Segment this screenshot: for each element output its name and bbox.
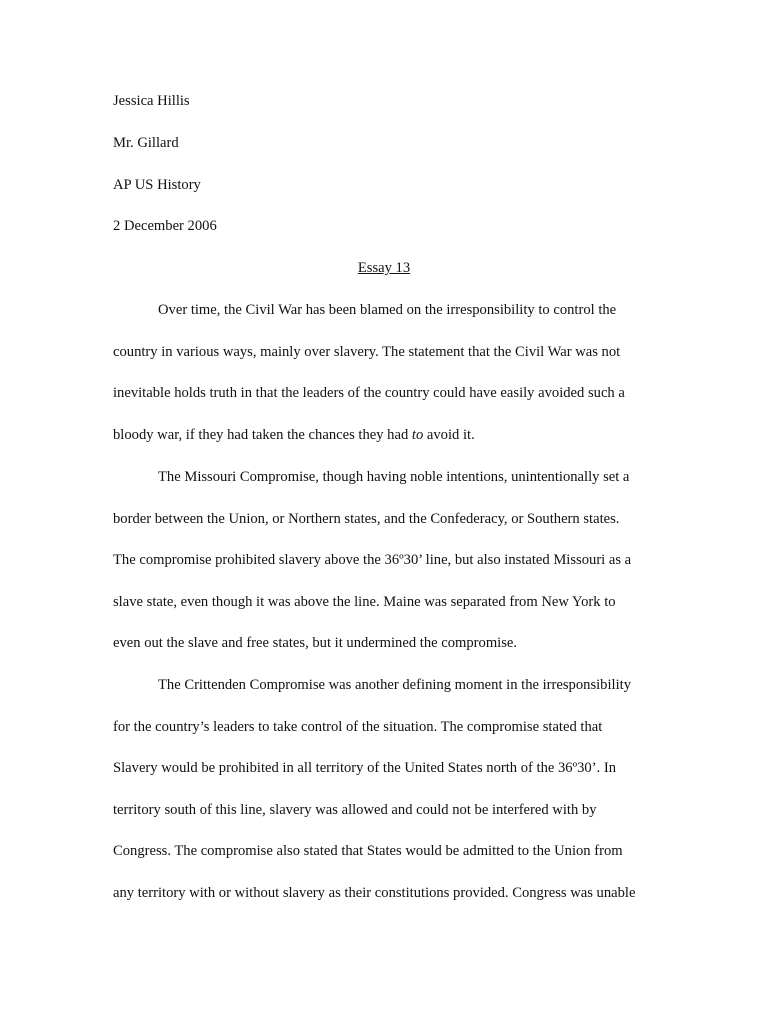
paragraph-1-line-4-italic: to xyxy=(411,427,424,443)
essay-title-text: Essay 13 xyxy=(357,260,411,276)
author-name: Jessica Hillis xyxy=(113,93,190,109)
paragraph-1-line-4-before: bloody war, if they had taken the chances they had xyxy=(113,427,412,443)
paragraph-3-line-5: Congress. The compromise also stated that States would be admitted to the Union from xyxy=(113,843,623,859)
paragraph-2-line-3: The compromise prohibited slavery above the 36º30’ line, but also instated Missouri as a xyxy=(113,552,632,568)
paragraph-2-line-5: even out the slave and free states, but it undermined the compromise. xyxy=(113,635,518,651)
paragraph-3-line-2: for the country’s leaders to take control of the situation. The compromise stated that xyxy=(113,719,603,735)
paragraph-3-line-4: territory south of this line, slavery was allowed and could not be interfered with by xyxy=(113,802,597,818)
paragraph-1-line-2: country in various ways, mainly over slavery. The statement that the Civil War was not xyxy=(113,344,621,360)
paragraph-3-line-6: any territory with or without slavery as their constitutions provided. Congress was unable xyxy=(113,885,636,901)
paragraph-1-line-4 xyxy=(113,426,475,444)
paragraph-3-line-3: Slavery would be prohibited in all territory of the United States north of the 36º30’. In xyxy=(113,760,617,776)
essay-title xyxy=(0,259,768,277)
course-name: AP US History xyxy=(113,177,201,193)
essay-date: 2 December 2006 xyxy=(113,218,217,234)
paragraph-3-line-1: The Crittenden Compromise was another defining moment in the irresponsibility xyxy=(158,677,631,693)
instructor-name: Mr. Gillard xyxy=(113,135,179,151)
paragraph-1-line-1: Over time, the Civil War has been blamed on the irresponsibility to control the xyxy=(158,302,617,318)
paragraph-2-line-4: slave state, even though it was above the line. Maine was separated from New York to xyxy=(113,594,616,610)
paragraph-1-line-4-after: avoid it. xyxy=(423,427,475,443)
paragraph-1-line-3: inevitable holds truth in that the leaders of the country could have easily avoided such a xyxy=(113,385,625,401)
paragraph-2-line-2: border between the Union, or Northern states, and the Confederacy, or Southern states. xyxy=(113,511,620,527)
paragraph-2-line-1: The Missouri Compromise, though having noble intentions, unintentionally set a xyxy=(158,469,630,485)
